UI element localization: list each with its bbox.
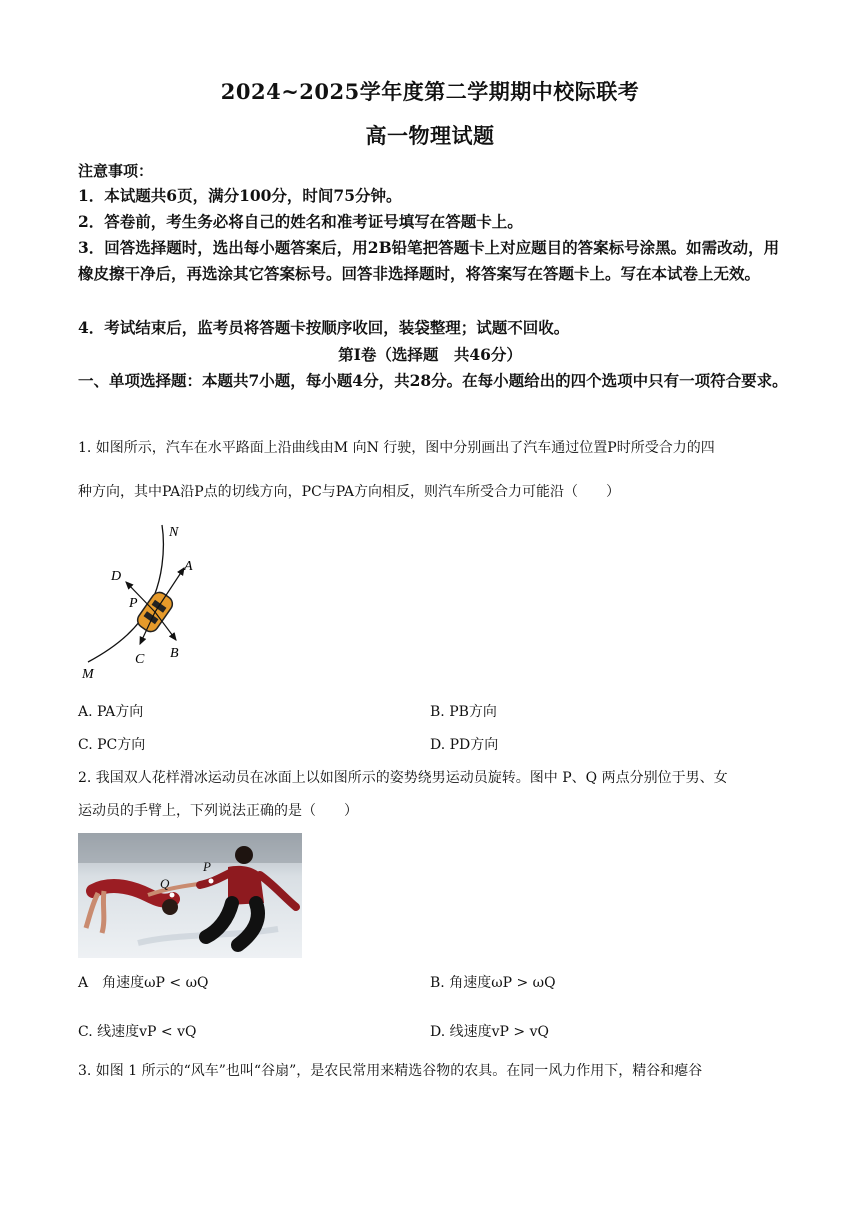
label-m: M bbox=[82, 667, 94, 682]
q2-option-d: D. 线速度vP > vQ bbox=[430, 1024, 549, 1040]
q1-option-c: C. PC方向 bbox=[78, 737, 146, 753]
question-2-line-2: 运动员的手臂上，下列说法正确的是（ ） bbox=[78, 803, 358, 819]
q1-option-b: B. PB方向 bbox=[430, 704, 497, 720]
label-p: P bbox=[129, 596, 138, 611]
point-q bbox=[170, 893, 175, 898]
question-1-line-2: 种方向，其中PA沿P点的切线方向，PC与PA方向相反，则汽车所受合力可能沿（ ） bbox=[78, 484, 621, 500]
note-item-2: 2．答卷前，考生务必将自己的姓名和准考证号填写在答题卡上。 bbox=[78, 212, 523, 231]
label-q: Q bbox=[160, 876, 170, 891]
exam-title: 2024~2025学年度第二学期期中校际联考 bbox=[220, 79, 640, 104]
q1-option-d: D. PD方向 bbox=[430, 737, 499, 753]
figure-skating-photo bbox=[78, 833, 302, 958]
part-one-instructions: 一、单项选择题：本题共7小题，每小题4分，共28分。在每小题给出的四个选项中只有一项符合要求。 bbox=[78, 371, 788, 390]
q2-option-c: C. 线速度vP < vQ bbox=[78, 1024, 197, 1040]
q2-option-b: B. 角速度ωP > ωQ bbox=[430, 975, 556, 991]
question-1-line-1: 1. 如图所示，汽车在水平路面上沿曲线由M 向N 行驶，图中分别画出了汽车通过位置P时所受合力的四 bbox=[78, 440, 715, 456]
q2-option-a: A 角速度ωP < ωQ bbox=[78, 975, 209, 991]
label-c: C bbox=[135, 652, 145, 667]
notes-heading: 注意事项： bbox=[78, 162, 154, 180]
curve-path bbox=[88, 525, 164, 662]
q1-option-a: A. PA方向 bbox=[78, 704, 144, 720]
question-2-line-1: 2. 我国双人花样滑冰运动员在冰面上以如图所示的姿势绕男运动员旋转。图中 P、Q 两点分别位于男、女 bbox=[78, 770, 728, 786]
exam-subtitle: 高一物理试题 bbox=[365, 123, 495, 148]
car-curve-figure bbox=[78, 520, 208, 685]
note-item-1: 1．本试题共6页，满分100分，时间75分钟。 bbox=[78, 186, 402, 205]
note-item-4: 4．考试结束后，监考员将答题卡按顺序收回，装袋整理；试题不回收。 bbox=[78, 318, 570, 337]
section-title: 第Ⅰ卷（选择题 共46分） bbox=[338, 345, 522, 364]
label-d: D bbox=[111, 569, 122, 584]
label-p2: P bbox=[203, 859, 211, 874]
question-3-line-1: 3. 如图 1 所示的“风车”也叫“谷扇”，是农民常用来精选谷物的农具。在同一风力作用下，精谷和瘪谷 bbox=[78, 1063, 703, 1079]
label-n: N bbox=[169, 525, 179, 540]
label-a: A bbox=[184, 559, 193, 574]
point-p bbox=[209, 879, 214, 884]
label-b: B bbox=[170, 646, 179, 661]
note-item-3: 3．回答选择题时，选出每小题答案后，用2B铅笔把答题卡上对应题目的答案标号涂黑。如需改动，用橡皮擦干净后，再选涂其它答案标号。回答非选择题时，将答案写在答题卡上。写在本试卷上无效。 bbox=[78, 238, 780, 283]
